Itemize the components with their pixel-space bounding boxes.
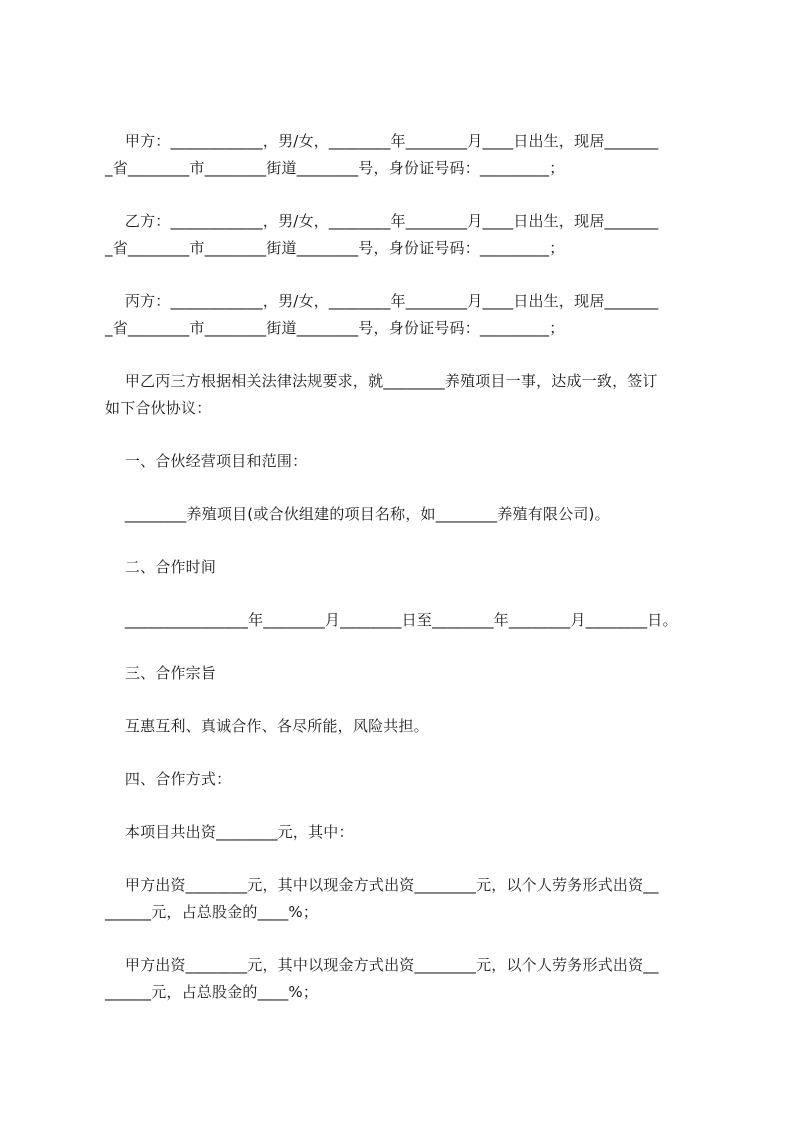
party-a-line-2: _省________市________街道________号，身份证号码：_________； bbox=[105, 159, 565, 177]
contribution-2-line-2: ______元，占总股金的____%； bbox=[105, 983, 319, 1001]
party-b-line-1: 乙方：____________，男/女，________年________月____日出生，现居_______ bbox=[105, 212, 659, 230]
section-2-body: ________________年________月________日至________年________月________日。 bbox=[105, 611, 678, 629]
party-b-line-2: _省________市________街道________号，身份证号码：_________； bbox=[105, 239, 565, 257]
section-3-heading: 三、合作宗旨 bbox=[105, 664, 217, 682]
preamble-line-2: 如下合伙协议： bbox=[105, 399, 212, 417]
contribution-1-line-2: ______元，占总股金的____%； bbox=[105, 903, 319, 921]
contribution-2-line-1: 甲方出资________元，其中以现金方式出资________元，以个人劳务形式出资__ bbox=[105, 956, 659, 974]
section-4-total: 本项目共出资________元，其中： bbox=[105, 823, 354, 841]
section-2-heading: 二、合作时间 bbox=[105, 558, 217, 576]
party-a-line-1: 甲方：____________，男/女，________年________月____日出生，现居_______ bbox=[105, 132, 659, 150]
preamble-line-1: 甲乙丙三方根据相关法律法规要求，就________养殖项目一事，达成一致，签订 bbox=[105, 372, 658, 390]
party-c-line-1: 丙方：____________，男/女，________年________月____日出生，现居_______ bbox=[105, 292, 659, 310]
party-c-line-2: _省________市________街道________号，身份证号码：_________； bbox=[105, 319, 565, 337]
section-1-body: ________养殖项目(或合伙组建的项目名称，如________养殖有限公司)。 bbox=[105, 505, 610, 523]
contribution-1-line-1: 甲方出资________元，其中以现金方式出资________元，以个人劳务形式出资__ bbox=[105, 876, 659, 894]
section-1-heading: 一、合伙经营项目和范围： bbox=[105, 452, 308, 470]
section-4-heading: 四、合作方式： bbox=[105, 770, 232, 788]
section-3-body: 互惠互利、真诚合作、各尽所能，风险共担。 bbox=[105, 717, 429, 735]
